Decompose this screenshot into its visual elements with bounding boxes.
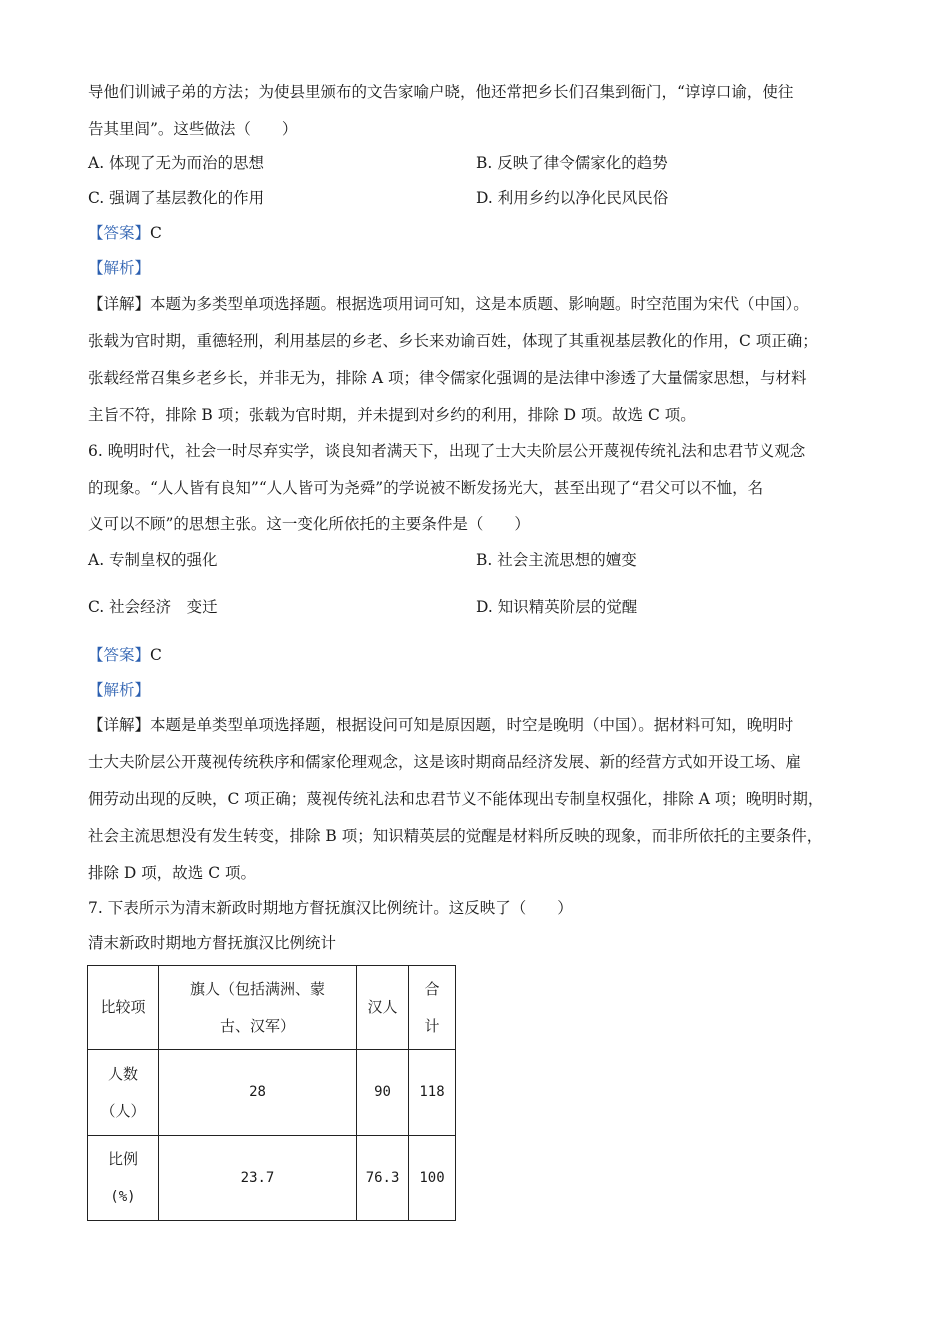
analysis-tag: 【解析】 bbox=[88, 259, 151, 277]
q7-table-title: 清末新政时期地方督抚旗汉比例统计 bbox=[88, 934, 337, 952]
q5-detail-line-2: 张载为官时期，重德轻刑，利用基层的乡老、乡长来劝谕百姓，体现了其重视基层教化的作用，C 项正确； bbox=[88, 332, 818, 350]
header-comparison-item: 比较项 bbox=[88, 966, 159, 1050]
answer-tag: 【答案】 bbox=[88, 224, 151, 242]
q5-stem-line-2: 告其里闾”。这些做法（ ） bbox=[88, 120, 298, 138]
q5-analysis bbox=[88, 258, 878, 278]
q5-option-d: D. 利用乡约以净化民风民俗 bbox=[476, 189, 669, 207]
q6-detail-line-1 bbox=[88, 715, 878, 735]
table-header-row bbox=[88, 966, 456, 1050]
cell-total: 118 bbox=[409, 1050, 456, 1136]
q5-detail-line-1 bbox=[88, 294, 878, 314]
q6-stem-line-1: 6. 晚明时代，社会一时尽弃实学，谈良知者满天下，出现了士大夫阶层公开蔑视传统礼法和忠君节义观念 bbox=[88, 442, 806, 460]
analysis-tag: 【解析】 bbox=[88, 681, 151, 699]
table-row bbox=[88, 1050, 456, 1136]
q5-detail-line-3: 张载经常召集乡老乡长，并非无为，排除 A 项；律令儒家化强调的是法律中渗透了大量儒家思想，与材料 bbox=[88, 369, 807, 387]
q5-option-a: A. 体现了无为而治的思想 bbox=[88, 154, 265, 172]
q5-option-b: B. 反映了律令儒家化的趋势 bbox=[476, 154, 668, 172]
q5-detail-line-4: 主旨不符，排除 B 项；张载为官时期，并未提到对乡约的利用，排除 D 项。故选 C 项。 bbox=[88, 406, 696, 424]
q6-option-d: D. 知识精英阶层的觉醒 bbox=[476, 598, 638, 616]
cell-total: 100 bbox=[409, 1136, 456, 1221]
detail-text: 本题是单类型单项选择题，根据设问可知是原因题，时空是晚明（中国）。据材料可知，晚明时 bbox=[150, 716, 794, 734]
q6-detail-line-2: 士大夫阶层公开蔑视传统秩序和儒家伦理观念，这是该时期商品经济发展、新的经营方式如开设工场、雇 bbox=[88, 753, 802, 771]
q6-stem-line-2: 的现象。“人人皆有良知”“人人皆可为尧舜”的学说被不断发扬光大，甚至出现了“君父可以不恤，名 bbox=[88, 479, 764, 497]
cell-han: 90 bbox=[357, 1050, 409, 1136]
q6-detail-line-3: 佣劳动出现的反映，C 项正确；蔑视传统礼法和忠君节义不能体现出专制皇权强化，排除 A 项；晚明时期， bbox=[88, 790, 824, 808]
cell-banner: 23.7 bbox=[158, 1136, 356, 1221]
q5-option-c: C. 强调了基层教化的作用 bbox=[88, 189, 265, 207]
q6-answer bbox=[88, 645, 878, 665]
q6-option-a: A. 专制皇权的强化 bbox=[88, 551, 218, 569]
answer-tag: 【答案】 bbox=[88, 646, 151, 664]
answer-value: C bbox=[150, 646, 162, 664]
q5-stem-line-1: 导他们训诫子弟的方法；为使县里颁布的文告家喻户晓，他还常把乡长们召集到衙门，“谆谆口谕，使往 bbox=[88, 83, 794, 101]
q7-stem-line-1: 7. 下表所示为清末新政时期地方督抚旗汉比例统计。这反映了（ ） bbox=[88, 899, 573, 917]
detail-tag: 【详解】 bbox=[88, 295, 151, 313]
q6-option-b: B. 社会主流思想的嬗变 bbox=[476, 551, 637, 569]
q6-detail-line-4: 社会主流思想没有发生转变，排除 B 项；知识精英层的觉醒是材料所反映的现象，而非所依托的主要条件， bbox=[88, 827, 823, 845]
q6-detail-line-5: 排除 D 项，故选 C 项。 bbox=[88, 864, 256, 882]
table-row bbox=[88, 1136, 456, 1221]
cell-banner: 28 bbox=[158, 1050, 356, 1136]
detail-tag: 【详解】 bbox=[88, 716, 151, 734]
q6-option-c: C. 社会经济 变迁 bbox=[88, 598, 218, 616]
governor-ratio-table bbox=[87, 965, 456, 1221]
q5-answer bbox=[88, 223, 878, 243]
header-total: 合 计 bbox=[409, 966, 456, 1050]
q6-analysis bbox=[88, 680, 878, 700]
header-han-people: 汉人 bbox=[357, 966, 409, 1050]
q6-stem-line-3: 义可以不顾”的思想主张。这一变化所依托的主要条件是（ ） bbox=[88, 515, 530, 533]
header-banner-people: 旗人（包括满洲、蒙 古、汉军） bbox=[158, 966, 356, 1050]
cell-han: 76.3 bbox=[357, 1136, 409, 1221]
row-label: 人数 （人） bbox=[88, 1050, 159, 1136]
answer-value: C bbox=[150, 224, 162, 242]
detail-text: 本题为多类型单项选择题。根据选项用词可知，这是本质题、影响题。时空范围为宋代（中国）。 bbox=[150, 295, 809, 313]
row-label: 比例 (%) bbox=[88, 1136, 159, 1221]
